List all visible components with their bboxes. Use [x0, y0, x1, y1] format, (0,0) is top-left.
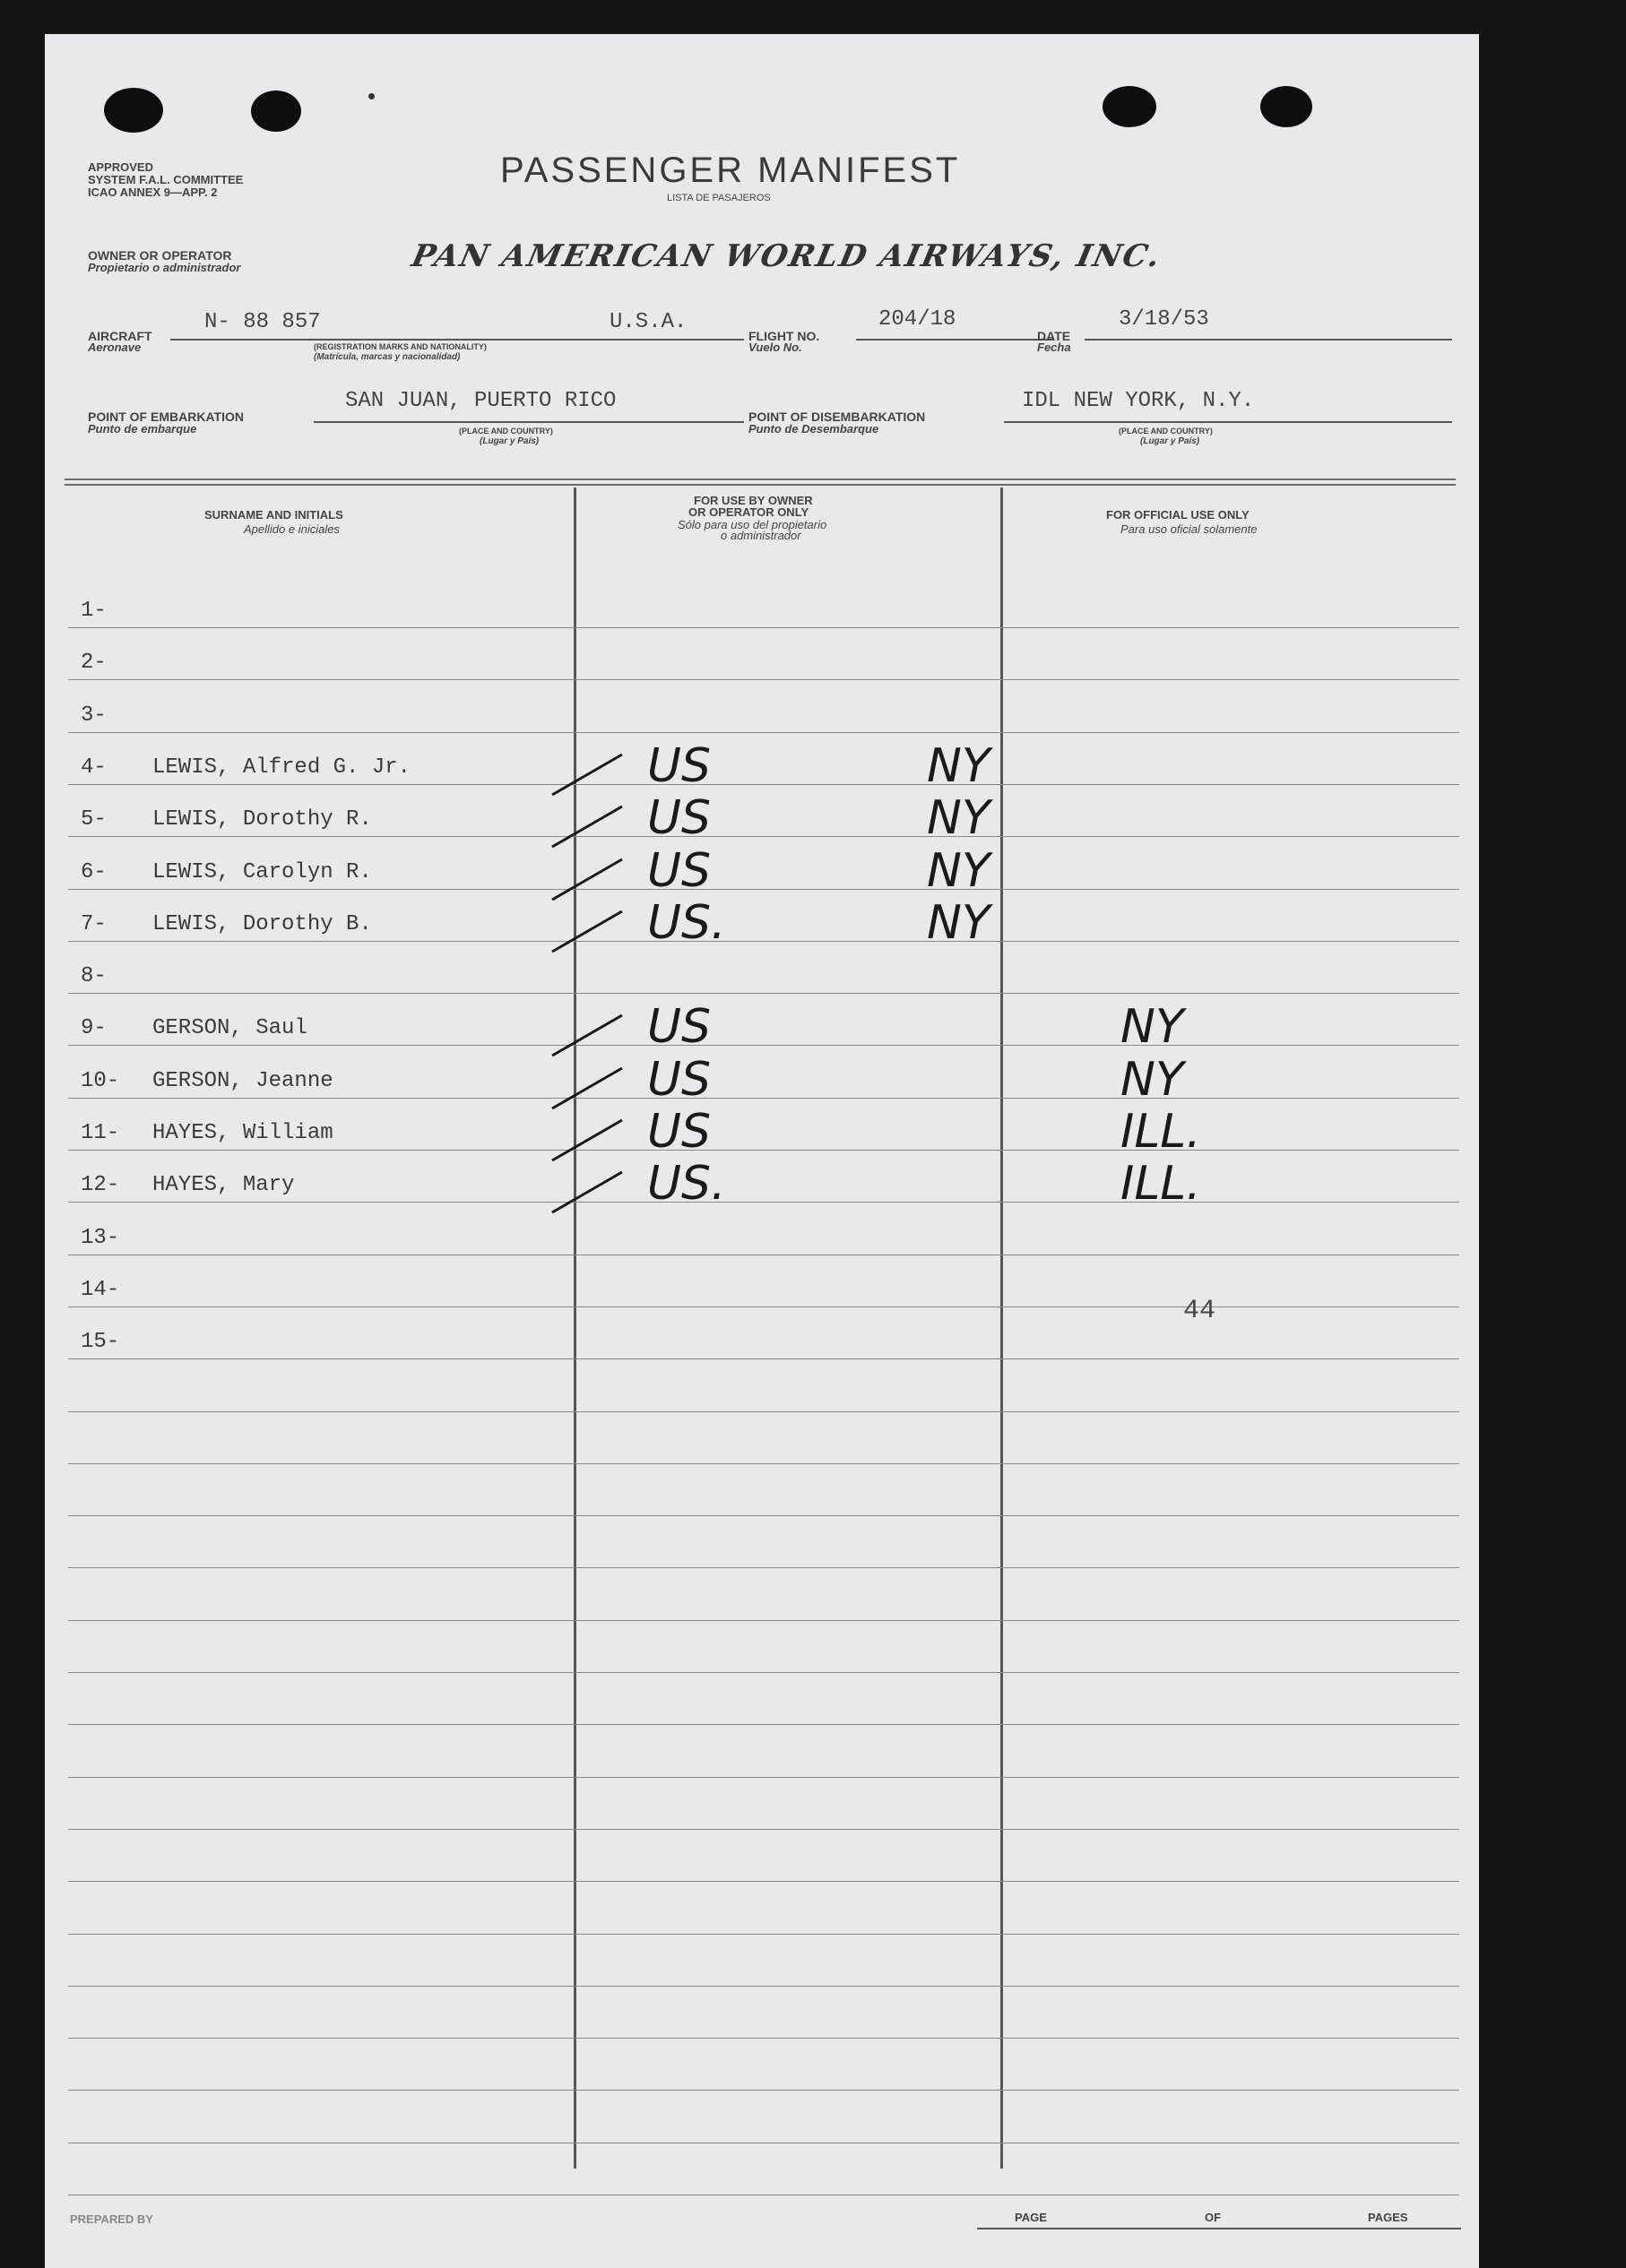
table-top-rule [65, 479, 1456, 480]
ruled-line [68, 1567, 1459, 1568]
ruled-line [68, 1202, 1459, 1203]
row-number: 9- [81, 1016, 107, 1040]
flight-number: 204/18 [878, 307, 956, 332]
row-number: 1- [81, 599, 107, 623]
ruled-line [68, 627, 1459, 628]
row-number: 10- [81, 1069, 120, 1093]
check-mark [551, 1014, 622, 1057]
row-number: 11- [81, 1121, 120, 1145]
passenger-name: LEWIS, Dorothy R. [152, 807, 372, 832]
owner-label: OWNER OR OPERATOR [88, 248, 232, 263]
owner-use-header-es: o administrador [721, 529, 801, 542]
registration-caption-es: (Matrícula, marcas y nacionalidad) [314, 352, 461, 362]
punch-hole [104, 88, 163, 133]
row-number: 14- [81, 1278, 120, 1302]
flight-date: 3/18/53 [1119, 307, 1209, 332]
citizenship-handwritten: US [647, 1053, 712, 1107]
disembarkation-label: POINT OF DISEMBARKATION [748, 410, 926, 424]
row-number: 4- [81, 755, 107, 780]
embarkation-underline [314, 421, 744, 423]
date-underline [1085, 339, 1452, 341]
operator-name: PAN AMERICAN WORLD AIRWAYS, INC. [408, 238, 1165, 274]
citizenship-handwritten: US [647, 844, 712, 898]
embarkation-label-es: Punto de embarque [88, 422, 197, 435]
passenger-name: LEWIS, Dorothy B. [152, 912, 372, 936]
row-number: 5- [81, 807, 107, 832]
ruled-line [68, 784, 1459, 785]
aircraft-label-es: Aeronave [88, 341, 142, 354]
flight-label-es: Vuelo No. [748, 341, 802, 354]
page-subtitle: LISTA DE PASAJEROS [667, 193, 771, 203]
embark-place-caption: (PLACE AND COUNTRY) [459, 427, 553, 435]
disembark-place-caption: (PLACE AND COUNTRY) [1119, 427, 1213, 435]
ruled-line [68, 2038, 1459, 2039]
ruled-line [68, 679, 1459, 680]
page-title: PASSENGER MANIFEST [500, 151, 961, 190]
embarkation-label: POINT OF EMBARKATION [88, 410, 244, 424]
check-mark [551, 1119, 622, 1162]
prepared-by-label: PREPARED BY [70, 2212, 153, 2226]
official-use-header: FOR OFFICIAL USE ONLY [1106, 508, 1250, 522]
ruled-line [68, 941, 1459, 942]
passenger-name: HAYES, William [152, 1121, 333, 1145]
destination-handwritten: NY [1120, 1000, 1184, 1054]
row-number: 12- [81, 1173, 120, 1197]
row-number: 7- [81, 912, 107, 936]
destination-handwritten: ILL. [1120, 1105, 1201, 1159]
ruled-line [68, 1306, 1459, 1307]
ruled-line [68, 1986, 1459, 1987]
ruled-line [68, 1881, 1459, 1882]
ruled-line [68, 1934, 1459, 1935]
ruled-line [68, 1098, 1459, 1099]
disembarkation-place: IDL NEW YORK, N.Y. [1022, 389, 1255, 413]
passenger-name: HAYES, Mary [152, 1173, 295, 1197]
ruled-line [68, 993, 1459, 994]
check-mark [551, 858, 622, 901]
ruled-line [68, 1829, 1459, 1830]
ruled-line [68, 1672, 1459, 1673]
approved-line-3: ICAO ANNEX 9—APP. 2 [88, 185, 218, 199]
row-number: 2- [81, 651, 107, 675]
ruled-line [68, 732, 1459, 733]
page-label: PAGE [1015, 2211, 1047, 2224]
owner-use-header-es: Sólo para uso del propietario [678, 518, 827, 531]
check-mark [551, 910, 622, 953]
destination-handwritten: NY [927, 791, 990, 845]
row-number: 8- [81, 964, 107, 988]
date-label-es: Fecha [1037, 341, 1071, 354]
row-number: 3- [81, 703, 107, 728]
surname-column-header-es: Apellido e iniciales [244, 522, 340, 536]
column-divider [574, 487, 576, 2169]
aircraft-underline [170, 339, 744, 341]
citizenship-handwritten: US [647, 739, 712, 793]
owner-use-header: FOR USE BY OWNER [694, 494, 813, 507]
of-label: OF [1205, 2211, 1222, 2224]
ruled-line [68, 889, 1459, 890]
ruled-line [68, 1463, 1459, 1464]
aircraft-label: AIRCRAFT [88, 329, 152, 343]
ruled-line [68, 1515, 1459, 1516]
speck [368, 93, 375, 99]
ruled-line [68, 1620, 1459, 1621]
check-mark [551, 1171, 622, 1214]
owner-use-header: OR OPERATOR ONLY [688, 505, 809, 519]
punch-hole [1103, 86, 1156, 127]
pages-label: PAGES [1368, 2211, 1408, 2224]
owner-label-es: Propietario o administrador [88, 261, 241, 274]
ruled-line [68, 1358, 1459, 1359]
destination-handwritten: ILL. [1120, 1157, 1201, 1211]
passenger-name: LEWIS, Carolyn R. [152, 860, 372, 884]
citizenship-handwritten: US. [647, 1157, 726, 1211]
check-mark [551, 754, 622, 797]
aircraft-nationality: U.S.A. [610, 310, 688, 334]
disembark-place-caption-es: (Lugar y País) [1140, 436, 1200, 446]
aircraft-registration: N- 88 857 [204, 310, 321, 334]
check-mark [551, 1067, 622, 1110]
ruled-line [68, 836, 1459, 837]
table-top-rule [65, 484, 1456, 486]
disembarkation-underline [1004, 421, 1452, 423]
destination-handwritten: NY [927, 844, 990, 898]
official-mark-number: 44 [1183, 1296, 1216, 1326]
ruled-line [68, 1045, 1459, 1046]
destination-handwritten: NY [1120, 1053, 1184, 1107]
surname-column-header: SURNAME AND INITIALS [204, 508, 343, 522]
embarkation-place: SAN JUAN, PUERTO RICO [345, 389, 617, 413]
date-label: DATE [1037, 329, 1071, 343]
approved-line-2: SYSTEM F.A.L. COMMITTEE [88, 173, 244, 186]
row-number: 6- [81, 860, 107, 884]
flight-underline [856, 339, 1053, 341]
punch-hole [1260, 86, 1312, 127]
ruled-line [68, 1411, 1459, 1412]
citizenship-handwritten: US. [647, 896, 726, 950]
column-divider [1000, 487, 1003, 2169]
destination-handwritten: NY [927, 896, 990, 950]
row-number: 13- [81, 1226, 120, 1250]
ruled-line [68, 1150, 1459, 1151]
check-mark [551, 806, 622, 849]
flight-label: FLIGHT NO. [748, 329, 820, 343]
page-count-underline [977, 2228, 1461, 2229]
disembarkation-label-es: Punto de Desembarque [748, 422, 879, 435]
ruled-line [68, 1777, 1459, 1778]
approved-line-1: APPROVED [88, 160, 153, 174]
passenger-name: GERSON, Jeanne [152, 1069, 333, 1093]
ruled-line [68, 1724, 1459, 1725]
manifest-sheet [45, 34, 1479, 2268]
citizenship-handwritten: US [647, 791, 712, 845]
passenger-name: LEWIS, Alfred G. Jr. [152, 755, 411, 780]
row-number: 15- [81, 1330, 120, 1354]
passenger-name: GERSON, Saul [152, 1016, 307, 1040]
citizenship-handwritten: US [647, 1105, 712, 1159]
embark-place-caption-es: (Lugar y País) [480, 436, 540, 446]
destination-handwritten: NY [927, 739, 990, 793]
registration-caption: (REGISTRATION MARKS AND NATIONALITY) [314, 342, 487, 351]
official-use-header-es: Para uso oficial solamente [1120, 522, 1258, 536]
ruled-line [68, 2090, 1459, 2091]
citizenship-handwritten: US [647, 1000, 712, 1054]
punch-hole [251, 91, 301, 132]
